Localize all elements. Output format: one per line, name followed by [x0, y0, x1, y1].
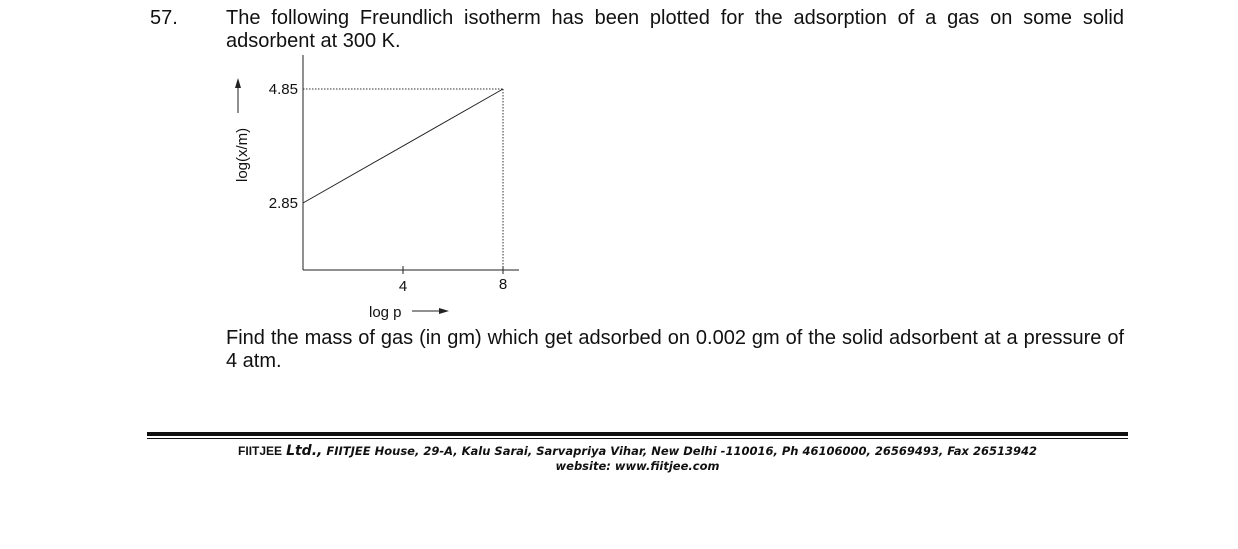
footer-address-line: [147, 444, 1128, 458]
y-tick-label-2-85: 2.85: [268, 195, 298, 212]
y-tick-label-4-85: 4.85: [268, 81, 298, 98]
footer-website: website: www.fiitjee.com: [555, 459, 720, 473]
footer-ltd: Ltd.,: [286, 443, 323, 459]
x-tick-label-8: 8: [498, 276, 508, 293]
x-axis-label: log p: [369, 304, 402, 321]
freundlich-isotherm-chart: [220, 55, 530, 325]
question-ask: Find the mass of gas (in gm) which get adsorbed on 0.002 gm of the solid adsorbent at a pressure of 4 atm.: [226, 327, 1124, 372]
footer-brand: FIITJEE: [238, 444, 283, 458]
footer-rule-thick: [147, 432, 1128, 436]
question-intro: The following Freundlich isotherm has been plotted for the adsorption of a gas on some solid adsorbent at 300 K.: [226, 7, 1124, 52]
isotherm-line: [303, 89, 503, 203]
y-axis-arrowhead: [235, 78, 241, 88]
x-axis-arrowhead: [439, 308, 449, 314]
x-tick-label-4: 4: [398, 278, 408, 295]
footer-address: FIITJEE House, 29-A, Kalu Sarai, Sarvapriya Vihar, New Delhi -110016, Ph 46106000, 26569493, Fax 26513942: [326, 444, 1037, 458]
y-axis-label: log(x/m): [234, 127, 251, 182]
footer-rule-thin: [147, 438, 1128, 439]
question-number: 57.: [150, 7, 178, 29]
